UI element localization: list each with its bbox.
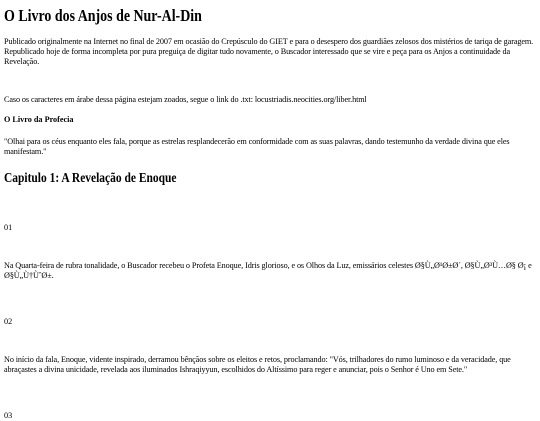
verse-number-03: 03 xyxy=(4,411,13,420)
prophecy-heading: O Livro da Profecia xyxy=(4,115,74,124)
prophecy-quote: "Olhai para os céus enquanto eles fala, porque as estrelas resplandecerão em conformidade com as suas palavras, dando testemunho da verdade divina que eles manifestam." xyxy=(4,137,510,156)
document-page xyxy=(0,5,540,421)
document-title: O Livro dos Anjos de Nur-Al-Din xyxy=(4,6,202,25)
link-note-paragraph: Caso os caracteres em árabe dessa página estejam zoados, segue o link do .txt: locustriadis.neocities.org/liber.html xyxy=(4,95,367,104)
verse-number-01: 01 xyxy=(4,223,13,232)
verse-text-02: No início da fala, Enoque, vidente inspirado, derramou bênçãos sobre os eleitos e retos, proclamando: "Vós, trilhadores do rumo luminoso e da veracidade, que abraçastes a divina unicidade, revelada aos iluminados Ishraqiyyun, escolhidos do Altíssimo para reger e anunciar, pois o Senhor é Uno em Sete." xyxy=(4,355,511,374)
chapter-title: Capitulo 1: A Revelação de Enoque xyxy=(4,170,177,185)
intro-paragraph: Publicado originalmente na Internet no final de 2007 em ocasião do Crepúsculo do GIET e para o desespero dos guardiães zelosos dos mistérios de tariqa de garagem. Republicado hoje de forma incompleta por pura preguiça de digitar tudo novamente, o Buscador interessado que se vire e peça para os Anjos a continuidade da Revelação. xyxy=(4,37,534,66)
verse-text-01: Na Quarta-feira de rubra tonalidade, o Buscador recebeu o Profeta Enoque, Idris glorioso, e os Olhos da Luz, emissários celestes Ø§Ù„Ø¹Ø±Ø´, Ø§Ù„Ø³Ù…Ø§ Ø¡ e Ø§Ù„Ù†ÙˆØ±. xyxy=(4,261,532,280)
verse-number-02: 02 xyxy=(4,317,13,326)
